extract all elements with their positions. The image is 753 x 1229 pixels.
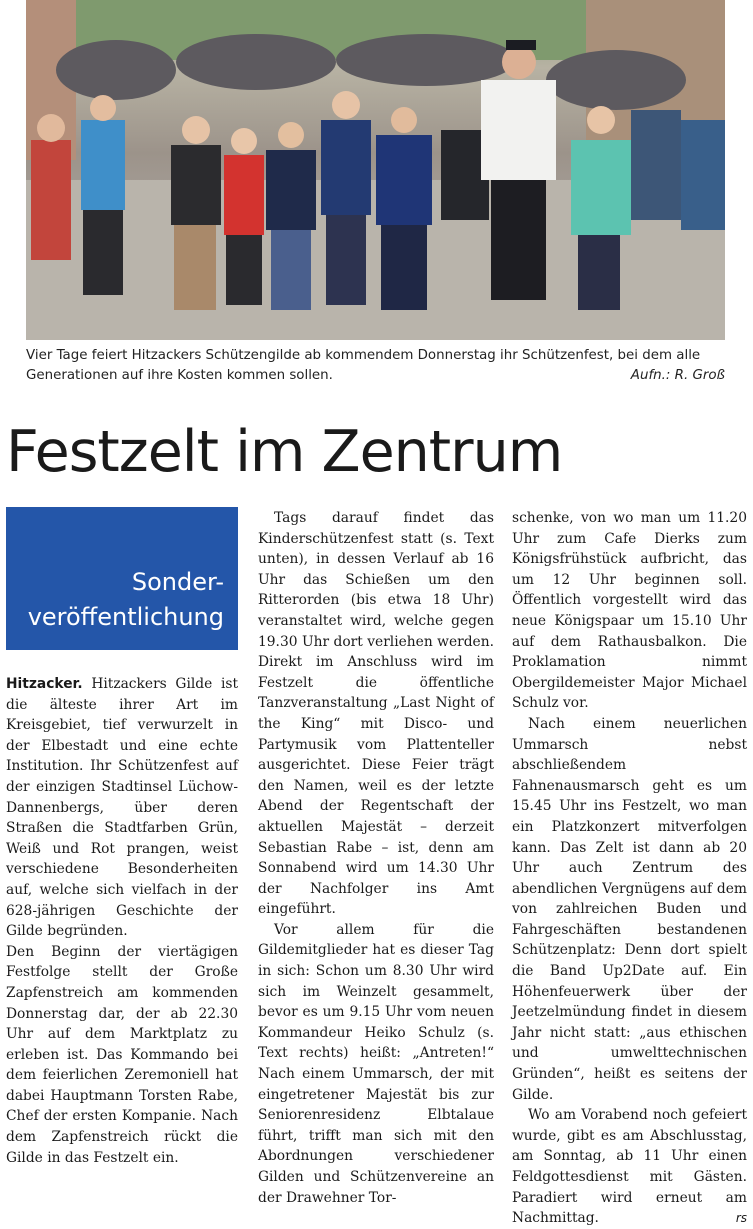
article-column-2: [258, 508, 494, 1208]
photo-caption: [26, 346, 725, 386]
special-publication-badge: [6, 507, 238, 650]
news-photo: [26, 0, 725, 340]
paragraph: Vor allem für die Gildemitglieder hat es dieser Tag in sich: Schon um 8.30 Uhr wird sich im Weinzelt gesammelt, bevor es um 9.15 Uhr vom neuen Kommandeur Heiko Schulz (s. Text rechts) heißt: „Antreten!“ Nach einem Ummarsch, der mit eingetretener Majestät bis zur Seniorenresidenz Elbtalaue führt, trifft man sich mit den Abordnungen verschiedener Gilden und Schützenvereine an der Drawehner Tor-: [258, 921, 494, 1206]
paragraph: Den Beginn der viertägigen Festfolge stellt der Große Zapfenstreich am kommenden Donnerstag dar, der ab 22.30 Uhr auf dem Marktplatz zu erleben ist. Das Kommando bei dem feierlichen Zeremoniell hat dabei Hauptmann Torsten Rabe, Chef der ersten Kompanie. Nach dem Zapfenstreich rückt die Gilde in das Festzelt ein.: [6, 943, 238, 1166]
paragraph: [6, 674, 238, 942]
article-column-1: [6, 674, 238, 1168]
paragraph: schenke, von wo man um 11.20 Uhr zum Cafe Dierks zum Königsfrühstück aufbricht, das um 12 Uhr beginnen soll. Öffentlich vorgestellt wird das neue Königspaar um 15.10 Uhr auf dem Rathausbalkon. Die Proklamation nimmt Obergildemeister Major Michael Schulz vor.: [512, 510, 747, 712]
photo-credit: Aufn.: R. Groß: [630, 368, 725, 383]
dateline: Hitzacker.: [6, 676, 83, 692]
badge-line-1: Sonder-: [131, 568, 224, 596]
paragraph: [512, 1105, 747, 1229]
caption-text: Vier Tage feiert Hitzackers Schützengilde ab kommendem Donnerstag ihr Schützenfest, bei dem alle Generationen auf ihre Kosten kommen sollen.: [26, 348, 701, 383]
paragraph-text: Wo am Vorabend noch gefeiert wurde, gibt es am Abschlusstag, am Sonntag, ab 11 Uhr einen Feldgottesdienst mit Gästen. Paradiert wird erneut am Nachmittag.: [512, 1107, 747, 1227]
paragraph-text: Hitzackers Gilde ist die älteste ihrer Art im Kreisgebiet, tief verwurzelt in der Elbestadt und eine echte Institution. Ihr Schützenfest auf der einzigen Stadtinsel Lüchow-Dannenbergs, über deren Straßen die Stadtfarben Grün, Weiß und Rot prangen, weist verschiedene Besonderheiten auf, welche sich vielfach in der 628-jährigen Geschichte der Gilde begründen.: [6, 676, 238, 940]
article-column-3: [512, 508, 747, 1229]
author-signature: rs: [735, 1211, 747, 1226]
badge-line-2: veröffentlichung: [27, 603, 224, 631]
paragraph: Nach einem neuerlichen Ummarsch nebst abschließendem Fahnenausmarsch geht es um 15.45 Uhr ins Festzelt, wo man ein Platzkonzert mitverfolgen kann. Das Zelt ist dann ab 20 Uhr auch Zentrum des abendlichen Vergnügens auf dem von zahlreichen Buden und Fahrgeschäften bestandenen Schützenplatz: Denn dort spielt die Band Up2Date auf. Ein Höhenfeuerwerk über der Jeetzelmündung findet in diesem Jahr nicht statt: „aus ethischen und umwelttechnischen Gründen“, heißt es seitens der Gilde.: [512, 715, 747, 1103]
headline: Festzelt im Zentrum: [6, 419, 563, 485]
paragraph: Tags darauf findet das Kinderschützenfest statt (s. Text unten), in dessen Verlauf ab 16 Uhr das Schießen um den Ritterorden (bis etwa 18 Uhr) veranstaltet wird, welche gegen 19.30 Uhr dort verliehen werden. Direkt im Anschluss wird im Festzelt die öffentliche Tanzveranstaltung „Last Night of the King“ mit Disco- und Partymusik vom Plattenteller ausgerichtet. Diese Feier trägt den Namen, weil es der letzte Abend der Regentschaft der aktuellen Majestät – derzeit Sebastian Rabe – ist, denn am Sonnabend wird um 14.30 Uhr der Nachfolger ins Amt eingeführt.: [258, 510, 494, 918]
